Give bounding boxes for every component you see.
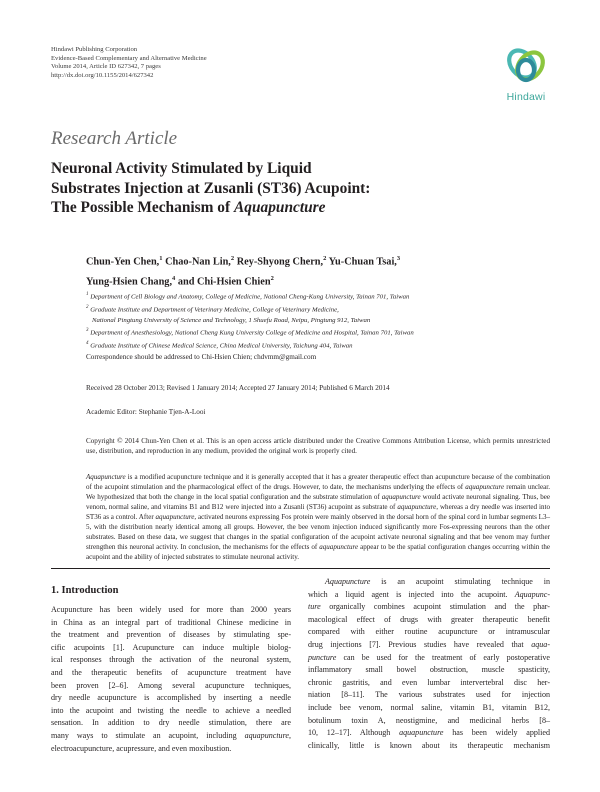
affiliation-marker: 2 — [86, 304, 89, 310]
affiliation-marker: 3 — [396, 255, 401, 262]
publication-dates: Received 28 October 2013; Revised 1 January 2014; Accepted 27 January 2014; Published 6 March 2014 — [86, 384, 390, 392]
body-text: cific acupoints [1]. Acupuncture can induce multiple biolog- — [51, 642, 291, 652]
affiliation-text: Graduate Institute and Department of Veterinary Medicine, College of Veterinary Medicine, — [88, 306, 339, 314]
publisher-name: Hindawi Publishing Corporation — [51, 46, 138, 53]
body-text: include bee venom, normal saline, vitamin B1, vitamin B12, — [308, 702, 550, 712]
author-list — [86, 251, 400, 290]
affiliation-text: National Pingtung University of Science and Technology, 1 Shuefu Road, Neipu, Pingtung 912, Taiwan — [92, 316, 371, 324]
body-text: 10, 12–17]. Although — [308, 728, 400, 738]
affiliation-text: Graduate Institute of Chinese Medical Science, China Medical University, Taichung 404, Taiwan — [88, 342, 353, 350]
copyright-notice: Copyright © 2014 Chun-Yen Chen et al. This is an open access article distributed under the Creative Commons Attribution License, which permits unrestricted use, distribution, and reproduction in any medium, provided the original work is properly cited. — [86, 437, 550, 455]
italic-term: aquapuncture — [397, 503, 437, 511]
article-title — [51, 159, 370, 218]
italic-term: aquapuncture — [399, 728, 444, 738]
italic-term: Aquapuncture — [86, 473, 126, 481]
text-line — [308, 677, 550, 690]
journal-header — [51, 46, 207, 80]
text-line — [308, 727, 550, 740]
text-line — [51, 667, 291, 680]
text-line — [51, 629, 291, 642]
text-line — [308, 589, 550, 602]
text-line — [308, 664, 550, 677]
italic-term: Aquapuncture — [325, 577, 371, 586]
text-line — [308, 639, 550, 652]
affiliation-line — [86, 303, 414, 316]
body-text: macological effect of drugs with greater therapeutic benefit — [308, 614, 550, 624]
affiliation-text: Department of Anesthesiology, National Cheng Kung University College of Medicine and Hospital, Tainan 701, Taiwan — [88, 329, 414, 337]
text-line — [308, 614, 550, 627]
affiliation-line — [86, 326, 414, 339]
text-line — [51, 642, 291, 655]
body-text: been proven [2–6]. Among several acupuncture techniques, — [51, 680, 291, 690]
affiliation-line — [86, 316, 414, 327]
body-text: ical responses through the activation of the neuronal system, — [51, 655, 291, 665]
body-text: many ways to stimulate an acupoint, including — [51, 730, 245, 740]
author-line — [86, 251, 400, 271]
affiliation-marker: 2 — [270, 274, 274, 282]
text-line — [308, 715, 550, 728]
abstract-text: is a modified acupuncture technique and it is generally accepted that it has a greater therapeutic effect than acupuncture because of the combination of the acupoint stimulation and the pharmacological effect of the drugs. However, to date, the mechanisms underlying the effects of — [86, 473, 550, 491]
text-line — [308, 652, 550, 665]
body-text: and the therapeutic benefits of acupuncture treatment have — [51, 667, 291, 677]
text-line — [51, 730, 291, 743]
body-text: which a liquid agent is injected into the acupoint. — [308, 589, 515, 599]
abstract-text: remain unclear. We hypothesized that both the change in the local spatial configuration and the substrate stimulation of — [86, 483, 550, 501]
title-line: Substrates Injection at Zusanli (ST36) Acupoint: — [51, 179, 371, 197]
author-name: Rey-Shyong Chern, — [236, 256, 324, 268]
affiliation-marker: 4 — [86, 341, 89, 347]
body-text: dry needle acupuncture is accomplished by inserting a needle — [51, 693, 291, 703]
text-line — [308, 702, 550, 715]
affiliation-marker: 1 — [159, 255, 163, 262]
body-text: into the acupoint and twisting the needle to achieve a needled — [51, 705, 291, 715]
left-column-text — [51, 604, 291, 755]
text-line — [308, 689, 550, 702]
text-line — [51, 692, 291, 705]
body-text: can be used for the treatment of early postoperative — [336, 652, 550, 662]
abstract-text: appear to be the spatial configuration changes occurring within the acupoint and the ability of injected substrates to stimulate neuronal activity. — [86, 543, 550, 561]
hindawi-logo-text: Hindawi — [506, 91, 546, 103]
body-text: organically combines acupoint stimulation and the phar- — [320, 602, 550, 612]
body-text: has been widely applied — [443, 728, 550, 738]
italic-term: aquapuncture — [381, 493, 421, 501]
body-text: chronic gastritis, and even lumbar intervertebral disc her- — [308, 677, 550, 687]
italic-term: aquapuncture — [465, 483, 505, 491]
italic-term: puncture — [308, 652, 337, 662]
text-line — [51, 617, 291, 630]
author-name: Yung-Hsien Chang, — [86, 276, 173, 288]
affiliation-marker: 2 — [230, 255, 235, 262]
body-text: botulinum toxin A, neostigmine, and medicinal herbs [8– — [308, 715, 550, 725]
body-text: in China as an integral part of traditional Chinese medicine in — [51, 617, 291, 627]
abstract-text: , whereas a dry needle was inserted into ST36 as a control. After — [86, 503, 550, 521]
italic-term: ture — [308, 602, 321, 612]
volume-info: Volume 2014, Article ID 627342, 7 pages — [51, 63, 161, 71]
author-name: and Chi-Hsien Chien — [177, 276, 271, 288]
body-text: niation [8–11]. The various substrates used for injection — [308, 690, 550, 700]
section-divider — [51, 568, 550, 569]
article-type: Research Article — [51, 128, 178, 149]
text-line — [51, 654, 291, 667]
author-line — [86, 271, 400, 291]
text-line — [51, 680, 291, 693]
abstract — [86, 472, 550, 562]
body-text: drug injections [7]. Previous studies have revealed that — [308, 639, 532, 649]
text-line — [51, 743, 291, 756]
body-text: electroacupuncture, acupressure, and even moxibustion. — [51, 743, 232, 753]
italic-term: aquapuncture — [319, 543, 359, 551]
affiliation-marker: 4 — [172, 274, 176, 282]
text-line — [308, 576, 550, 589]
body-text: the treatment and prevention of diseases by stimulating spe- — [51, 630, 291, 640]
text-line — [51, 604, 291, 617]
text-line — [51, 705, 291, 718]
italic-term: aqua- — [531, 639, 550, 649]
abstract-text: would activate neuronal signaling. Thus, bee venom, normal saline, and vitamins B1 and B12 were injected into a Zusanli (ST36) acupoint as substrate of — [86, 493, 550, 511]
body-text: , — [288, 730, 291, 740]
section-heading: 1. Introduction — [51, 585, 119, 596]
right-column-text — [308, 576, 550, 752]
text-line — [51, 717, 291, 730]
doi-link[interactable]: http://dx.doi.org/10.1155/2014/627342 — [51, 71, 154, 79]
title-line: Neuronal Activity Stimulated by Liquid — [51, 160, 312, 177]
title-line — [51, 198, 370, 218]
abstract-text: , activated neurons expressing Fos protein were mainly observed in the dorsal horn of the spinal cord in lumbar segments L3–5, with the distribution nearly identical among all groups. However, the bee venom injection induced significantly more Fos-expressing neurons than the other substrates. Based on these data, we suggest that changes in the spatial configuration of the acupoint activate neuronal signaling and that bee venom may further strengthen this neuronal activity. In conclusion, the mechanisms for the effects of — [86, 513, 550, 551]
body-text: Acupuncture has been widely used for more than 2000 years — [51, 605, 291, 614]
affiliation-marker: 3 — [86, 328, 89, 334]
academic-editor: Academic Editor: Stephanie Tjen-A-Looi — [86, 408, 206, 416]
author-name: Chao-Nan Lin, — [165, 256, 231, 268]
text-line — [308, 740, 550, 753]
title-text: The Possible Mechanism of — [51, 199, 234, 217]
body-text: sensation. In addition to dry needle stimulation, there are — [51, 718, 291, 728]
italic-term: Aquapunc- — [514, 589, 550, 599]
body-text: compared with either routine acupuncture or intramuscular — [308, 627, 550, 637]
italic-term: aquapuncture — [244, 730, 289, 740]
text-line — [308, 601, 550, 614]
title-italic-term: Aquapuncture — [233, 199, 326, 217]
body-text: inflammatory small bowel obstruction, muscle spasticity, — [308, 665, 550, 675]
affiliation-line — [86, 290, 414, 303]
author-name: Yu-Chuan Tsai, — [328, 256, 397, 268]
affiliation-text: Department of Cell Biology and Anatomy, College of Medicine, National Cheng-Kung University, Tainan 701, Taiwan — [88, 293, 410, 301]
text-line — [308, 626, 550, 639]
affiliations — [86, 290, 414, 352]
affiliation-marker: 2 — [323, 255, 327, 262]
correspondence: Correspondence should be addressed to Chi-Hsien Chien; chdvmm@gmail.com — [86, 353, 317, 361]
author-name: Chun-Yen Chen, — [86, 256, 160, 268]
body-text: clinically, little is known about its therapeutic mechanism — [308, 740, 550, 750]
journal-name: Evidence-Based Complementary and Alternative Medicine — [51, 54, 207, 62]
affiliation-line — [86, 339, 414, 352]
body-text: is an acupoint stimulating technique in — [370, 577, 550, 586]
affiliation-marker: 1 — [86, 292, 89, 297]
italic-term: aquapuncture — [155, 513, 195, 521]
